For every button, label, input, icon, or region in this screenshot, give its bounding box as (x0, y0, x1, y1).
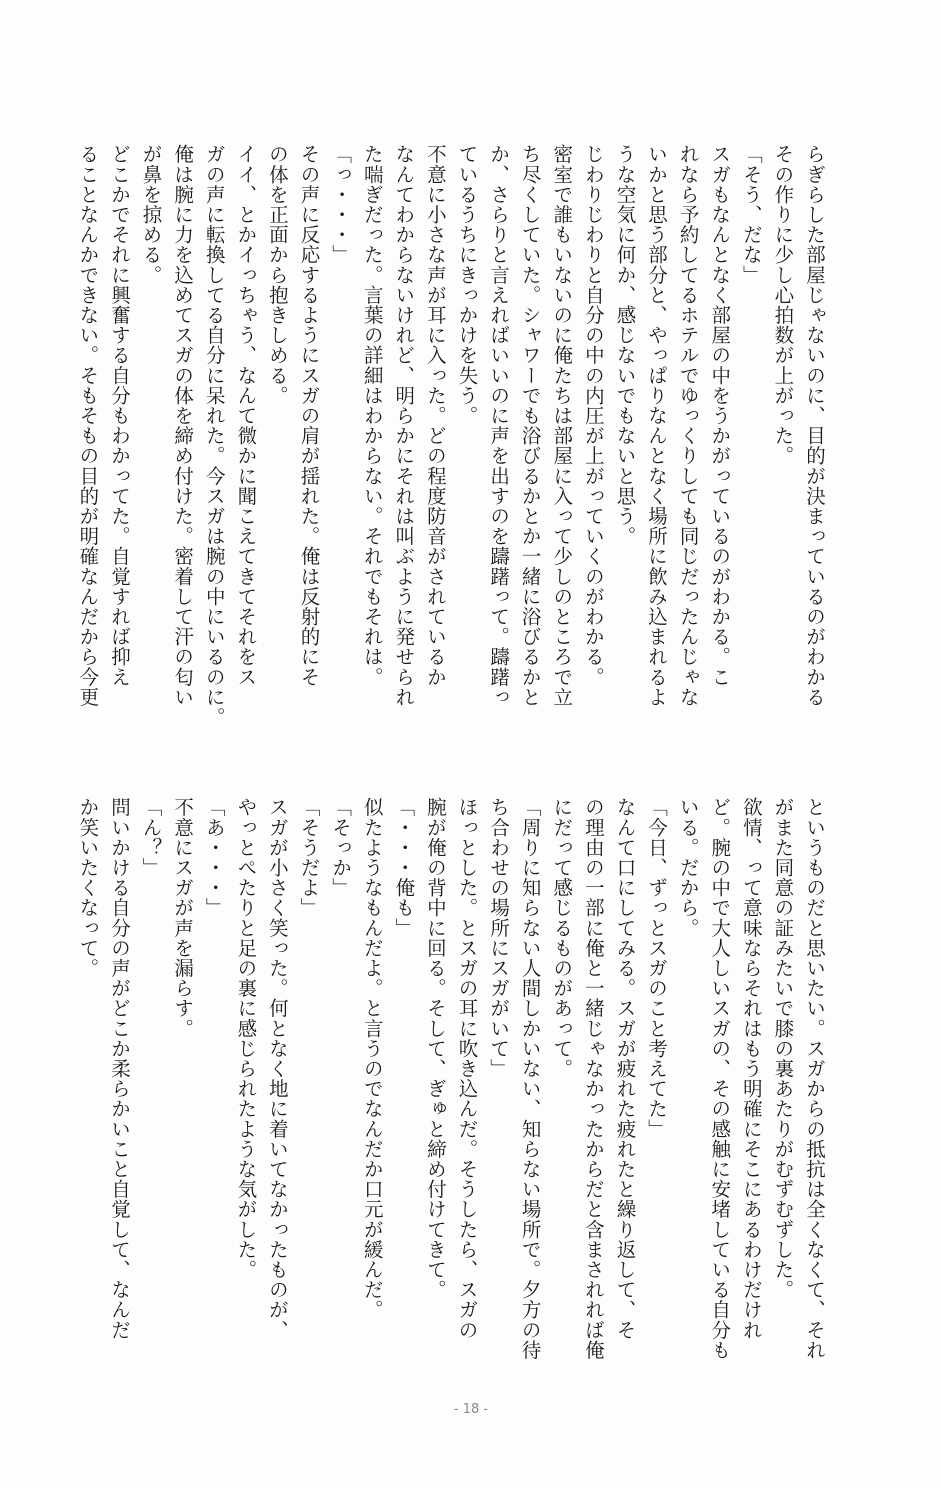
text-column: が鼻を掠める。 (139, 144, 163, 285)
text-column: にだって感じるものがあって。 (550, 797, 574, 1079)
text-column: スガもなんとなく部屋の中をうかがっているのがわかる。こ (708, 144, 732, 687)
text-column: その作りに少し心拍数が上がった。 (771, 144, 795, 466)
text-column: なんてわからないけれど、明らかにそれは叫ぶように発せられ (392, 144, 416, 707)
text-column: 「っ・・・」 (329, 144, 353, 265)
text-column: いかと思う部分と、やっぱりなんとなく場所に飲み込まれるよ (645, 144, 669, 707)
text-column: 俺は腕に力を込めてスガの体を締め付けた。密着して汗の匂い (171, 144, 195, 707)
text-column: どこかでそれに興奮する自分もわかってた。自覚すれば抑え (107, 144, 131, 687)
text-column: その声に反応するようにスガの肩が揺れた。俺は反射的にそ (297, 144, 321, 687)
text-column: うな空気に何か、感じないでもないと思う。 (613, 144, 637, 546)
text-column: 「・・・俺も」 (392, 797, 416, 938)
text-column: 「そうだよ」 (297, 797, 321, 918)
text-column: 「周りに知らない人間しかいない、知らない場所で。夕方の待 (518, 797, 542, 1360)
text-column: というものだと思いたい。スガからの抵抗は全くなくて、それ (803, 797, 826, 1360)
text-column: スガが小さく笑った。何となく地に着いてなかったものが、 (265, 797, 289, 1340)
text-column: た喘ぎだった。言葉の詳細はわからない。それでもそれは。 (360, 144, 384, 687)
text-column: ち尽くしていた。シャワーでも浴びるかとか一緒に浴びるかと (518, 144, 542, 707)
page-number: - 18 - (453, 1402, 489, 1417)
upper-text-block (72, 144, 830, 727)
text-column: 腕が俺の背中に回る。そして、ぎゅと締め付けてきて。 (423, 797, 447, 1300)
text-column: か、さらりと言えればいいのに声を出すのを躊躇って。躊躇っ (487, 144, 511, 707)
text-column: ているうちにきっかけを失う。 (455, 144, 479, 426)
text-column: の理由の一部に俺と一緒じゃなかったからだと含まされれば俺 (581, 797, 605, 1360)
text-column: らぎらした部屋じゃないのに、目的が決まっているのがわかる (803, 144, 826, 707)
text-column: やっとぺたりと足の裏に感じられたような気がした。 (234, 797, 258, 1280)
text-column: イイ、とかイっちゃう、なんて微かに聞こえてきてそれをス (234, 144, 258, 687)
text-column: ど。腕の中で大人しいスガの、その感触に安堵している自分も (708, 797, 732, 1360)
text-column: 似たようなもんだよ。と言うのでなんだか口元が緩んだ。 (360, 797, 384, 1320)
text-column: 欲情、って意味ならそれはもう明確にそこにあるわけだけれ (739, 797, 763, 1340)
text-column: 「そう、だな」 (739, 144, 763, 285)
text-column: 問いかける自分の声がどこか柔らかいこと自覚して、なんだ (107, 797, 131, 1340)
text-column: なんて口にしてみる。スガが疲れた疲れたと繰り返して、そ (613, 797, 637, 1340)
text-column: 密室で誰もいないのに俺たちは部屋に入って少しのところで立 (550, 144, 574, 707)
text-column: がまた同意の証みたいで膝の裏あたりがむずむずした。 (771, 797, 795, 1300)
text-column: じわりじわりと自分の中の内圧が上がっていくのがわかる。 (581, 144, 605, 687)
text-column: 「ん？」 (139, 797, 163, 878)
text-column: ガの声に転換してる自分に呆れた。今スガは腕の中にいるのに。 (202, 144, 226, 727)
text-column: れなら予約してるホテルでゆっくりしても同じだったんじゃな (676, 144, 700, 707)
text-column: 「今日、ずっとスガのこと考えてた」 (645, 797, 669, 1139)
lower-text-block (72, 797, 830, 1360)
text-column: いる。だから。 (676, 797, 700, 938)
text-column: か笑いたくなって。 (76, 797, 100, 978)
text-column: ち合わせの場所にスガがいて」 (487, 797, 511, 1079)
text-column: 「あ・・・」 (202, 797, 226, 918)
text-column: 不意にスガが声を漏らす。 (171, 797, 195, 1039)
text-column: ることなんかできない。そもそもの目的が明確なんだから今更 (76, 144, 100, 707)
text-column: の体を正面から抱きしめる。 (265, 144, 289, 406)
text-column: ほっとした。とスガの耳に吹き込んだ。そうしたら、スガの (455, 797, 479, 1340)
text-column: 不意に小さな声が耳に入った。どの程度防音がされているか (423, 144, 447, 687)
text-column: 「そっか」 (329, 797, 353, 898)
